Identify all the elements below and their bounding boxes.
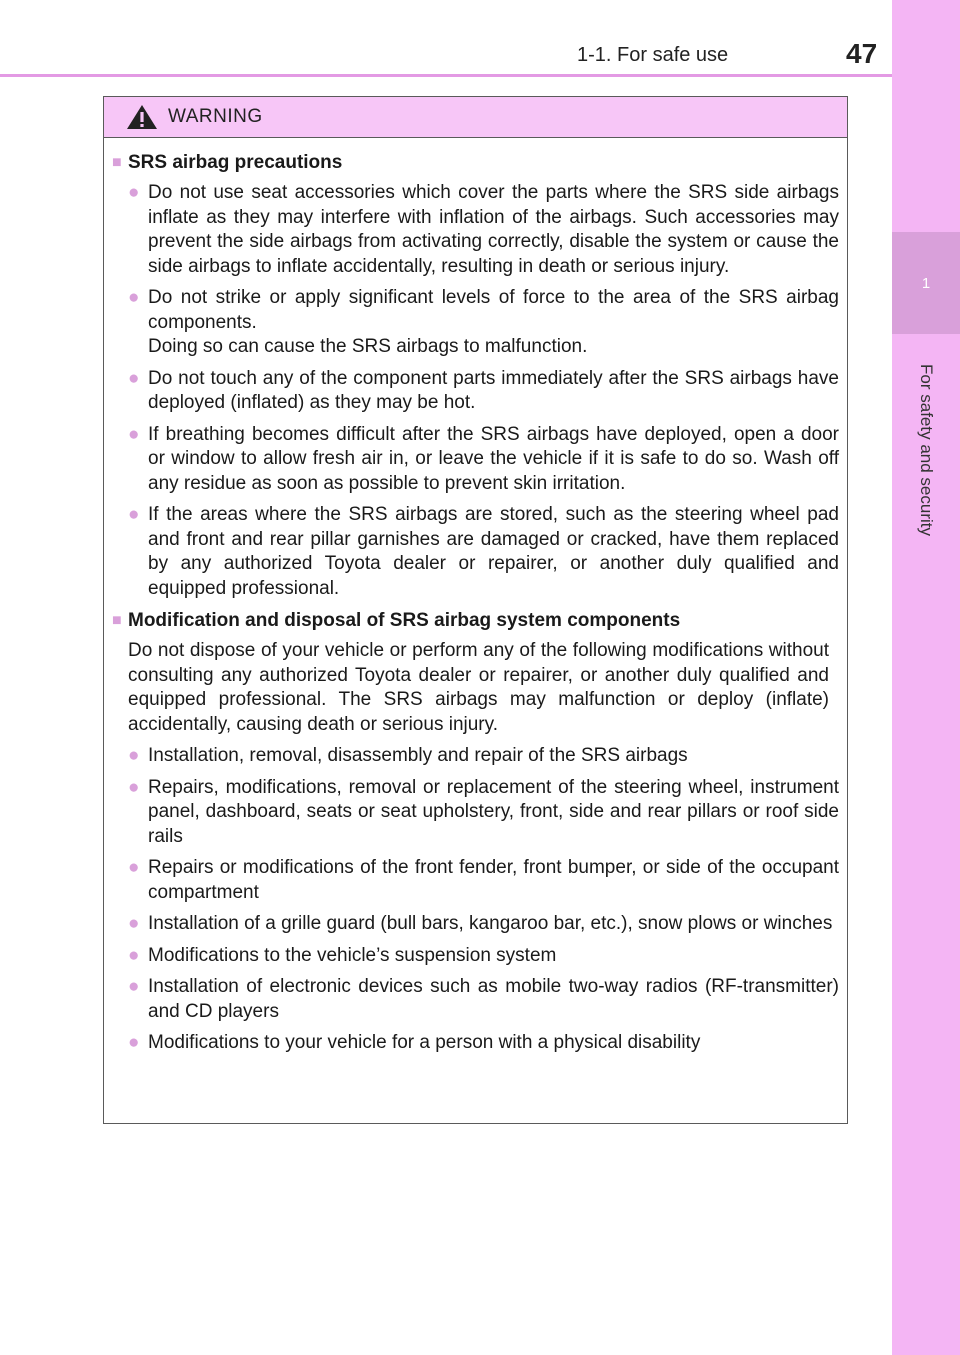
heading-text: Modification and disposal of SRS airbag system components [128,610,681,631]
list-item-text: Do not use seat accessories which cover the parts where the SRS side airbags inflate as they may interfere with inflation of the airbags. Such accessories may prevent the side airbags from activating correctly, disable the system or cause the side airbags to inflate accidentally, resulting in death or serious injury. [148,182,839,277]
list-item [112,367,839,416]
list-item-line: Doing so can cause the SRS airbags to malfunction. [148,336,588,357]
list-item-text: Repairs or modifications of the front fender, front bumper, or side of the occupant compartment [148,857,839,903]
warning-triangle-icon [126,104,158,130]
list-item-text: Installation, removal, disassembly and repair of the SRS airbags [148,745,688,766]
list-item-text: Do not touch any of the component parts immediately after the SRS airbags have deployed (inflated) as they may be hot. [148,367,839,413]
heading-text: SRS airbag precautions [128,152,343,173]
list-item [112,181,839,279]
warning-title: WARNING [168,106,263,127]
list-item-text: Modifications to your vehicle for a person with a physical disability [148,1032,701,1053]
bullet-dot-icon: ● [128,182,140,203]
list-item [112,286,839,360]
list-item [112,856,839,905]
section-heading [112,150,839,175]
list-item [112,503,839,601]
bullet-dot-icon: ● [128,776,140,798]
list-item [112,744,839,769]
section-title: 1-1. For safe use [577,44,729,66]
chapter-tab [892,232,960,334]
bullet-dot-icon: ● [128,423,140,445]
square-bullet-icon: ■ [112,154,122,171]
list-item [112,423,839,497]
list-item [112,912,839,937]
warning-box [103,96,848,1124]
header-rule [0,74,892,77]
bullet-dot-icon: ● [128,913,140,934]
bullet-dot-icon: ● [128,944,140,966]
list-item [112,776,839,850]
list-item-text: Repairs, modifications, removal or replacement of the steering wheel, instrument panel, dashboard, seats or seat upholstery, front, side and rear pillars or roof side rails [148,776,839,847]
list-item [112,944,839,969]
list-item [112,1031,839,1056]
bullet-dot-icon: ● [128,1032,140,1053]
list-item-text: If breathing becomes difficult after the SRS airbags have deployed, open a door or window to allow fresh air in, or leave the vehicle if it is safe to do so. Wash off any residue as soon as possible to prevent skin irritation. [148,423,839,494]
bullet-dot-icon: ● [128,504,140,525]
square-bullet-icon: ■ [112,612,122,629]
chapter-sidebar [892,0,960,1355]
list-item-text: Installation of a grille guard (bull bars, kangaroo bar, etc.), snow plows or winches [148,913,833,934]
section-intro: Do not dispose of your vehicle or perform any of the following modifications without consulting any authorized Toyota dealer or repairer, or another duly qualified and equipped professional. The SRS airbags may malfunction or deploy (inflate) accidentally, causing death or serious injury. [128,640,829,735]
bullet-dot-icon: ● [128,976,140,997]
warning-header [104,97,847,138]
page-number: 47 [846,38,878,69]
chapter-title: For safety and security [917,364,936,536]
list-item-line: Do not strike or apply significant levels of force to the area of the SRS airbag components. [148,287,839,333]
list-item-text: Installation of electronic devices such as mobile two-way radios (RF-transmitter) and CD players [148,976,839,1022]
list-item-text: If the areas where the SRS airbags are stored, such as the steering wheel pad and front and rear pillar garnishes are damaged or cracked, have them replaced by any authorized Toyota dealer or repairer, or another duly qualified and equipped professional. [148,504,839,599]
bullet-dot-icon: ● [128,367,140,389]
bullet-dot-icon: ● [128,287,140,308]
list-item [112,975,839,1024]
list-item-text [148,286,839,360]
section-heading [112,608,839,633]
bullet-dot-icon: ● [128,745,140,766]
warning-body [104,138,847,1056]
bullet-dot-icon: ● [128,857,140,878]
chapter-number: 1 [921,274,931,292]
list-item-text: Modifications to the vehicle’s suspension system [148,944,557,966]
